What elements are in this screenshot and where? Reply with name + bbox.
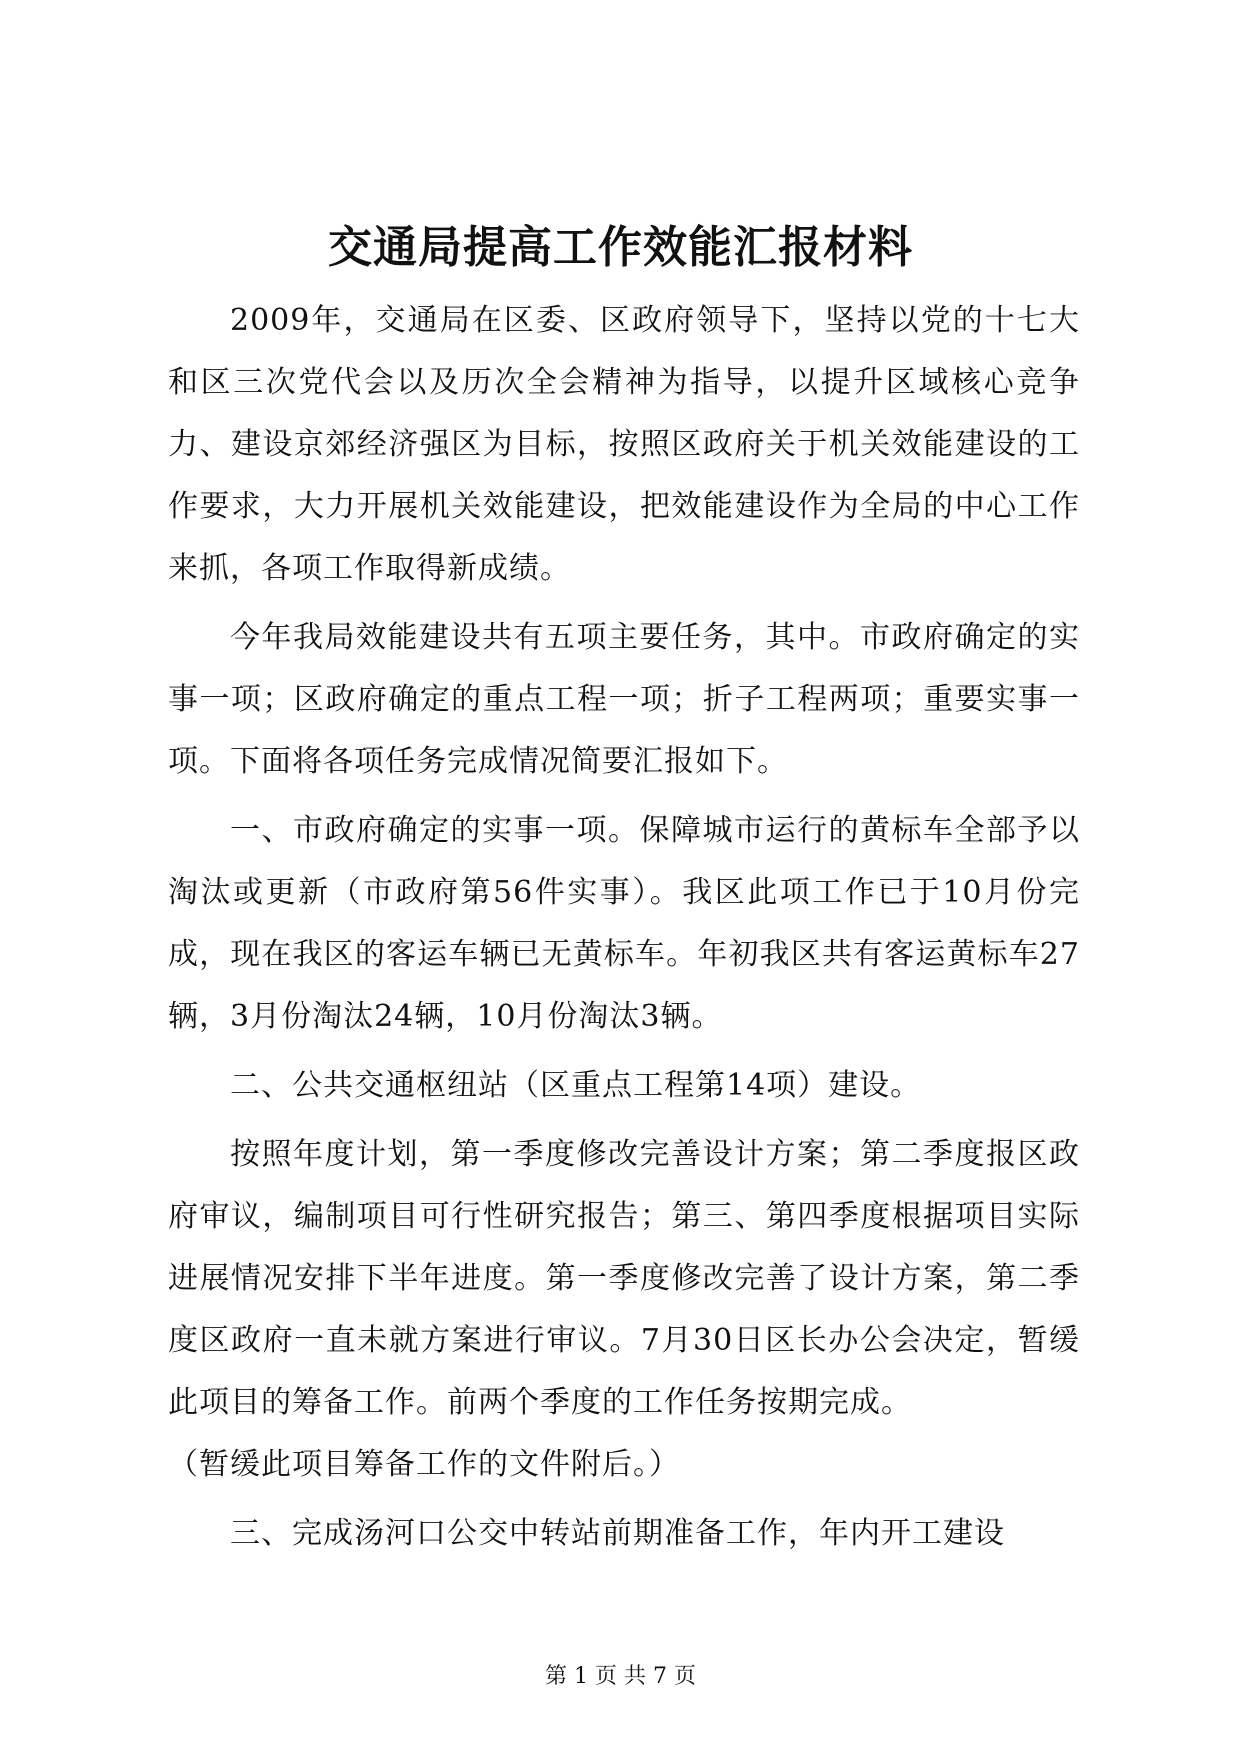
paragraph-intro: 2009年，交通局在区委、区政府领导下，坚持以党的十七大和区三次党代会以及历次全会精神为指导，以提升区域核心竞争力、建设京郊经济强区为目标，按照区政府关于机关效能建设的工作要求，大力开展机关效能建设，把效能建设作为全局的中心工作来抓，各项工作取得新成绩。 (168, 303, 1080, 586)
page-number-footer: 第 1 页 共 7 页 (545, 1664, 696, 1689)
paragraph-tasks-overview: 今年我局效能建设共有五项主要任务，其中。市政府确定的实事一项；区政府确定的重点工程一项；折子工程两项；重要实事一项。下面将各项任务完成情况简要汇报如下。 (168, 620, 1080, 779)
paragraph-attachment-note: （暂缓此项目筹备工作的文件附后。） (168, 1447, 680, 1482)
paragraph-section-two-body: 按照年度计划，第一季度修改完善设计方案；第二季度报区政府审议，编制项目可行性研究报告；第三、第四季度根据项目实际进展情况安排下半年进度。第一季度修改完善了设计方案，第二季度区政府一直未就方案进行审议。7月30日区长办公会决定，暂缓此项目的筹备工作。前两个季度的工作任务按期完成。 (168, 1137, 1080, 1420)
document-title: 交通局提高工作效能汇报材料 (328, 222, 913, 273)
paragraph-section-three: 三、完成汤河口公交中转站前期准备工作，年内开工建设 (230, 1516, 1005, 1551)
paragraph-section-two-heading: 二、公共交通枢纽站（区重点工程第14项）建设。 (230, 1068, 922, 1103)
document-body (168, 290, 1080, 1565)
paragraph-section-one: 一、市政府确定的实事一项。保障城市运行的黄标车全部予以淘汰或更新（市政府第56件实事）。我区此项工作已于10月份完成，现在我区的客运车辆已无黄标车。年初我区共有客运黄标车27辆，3月份淘汰24辆，10月份淘汰3辆。 (168, 813, 1080, 1034)
